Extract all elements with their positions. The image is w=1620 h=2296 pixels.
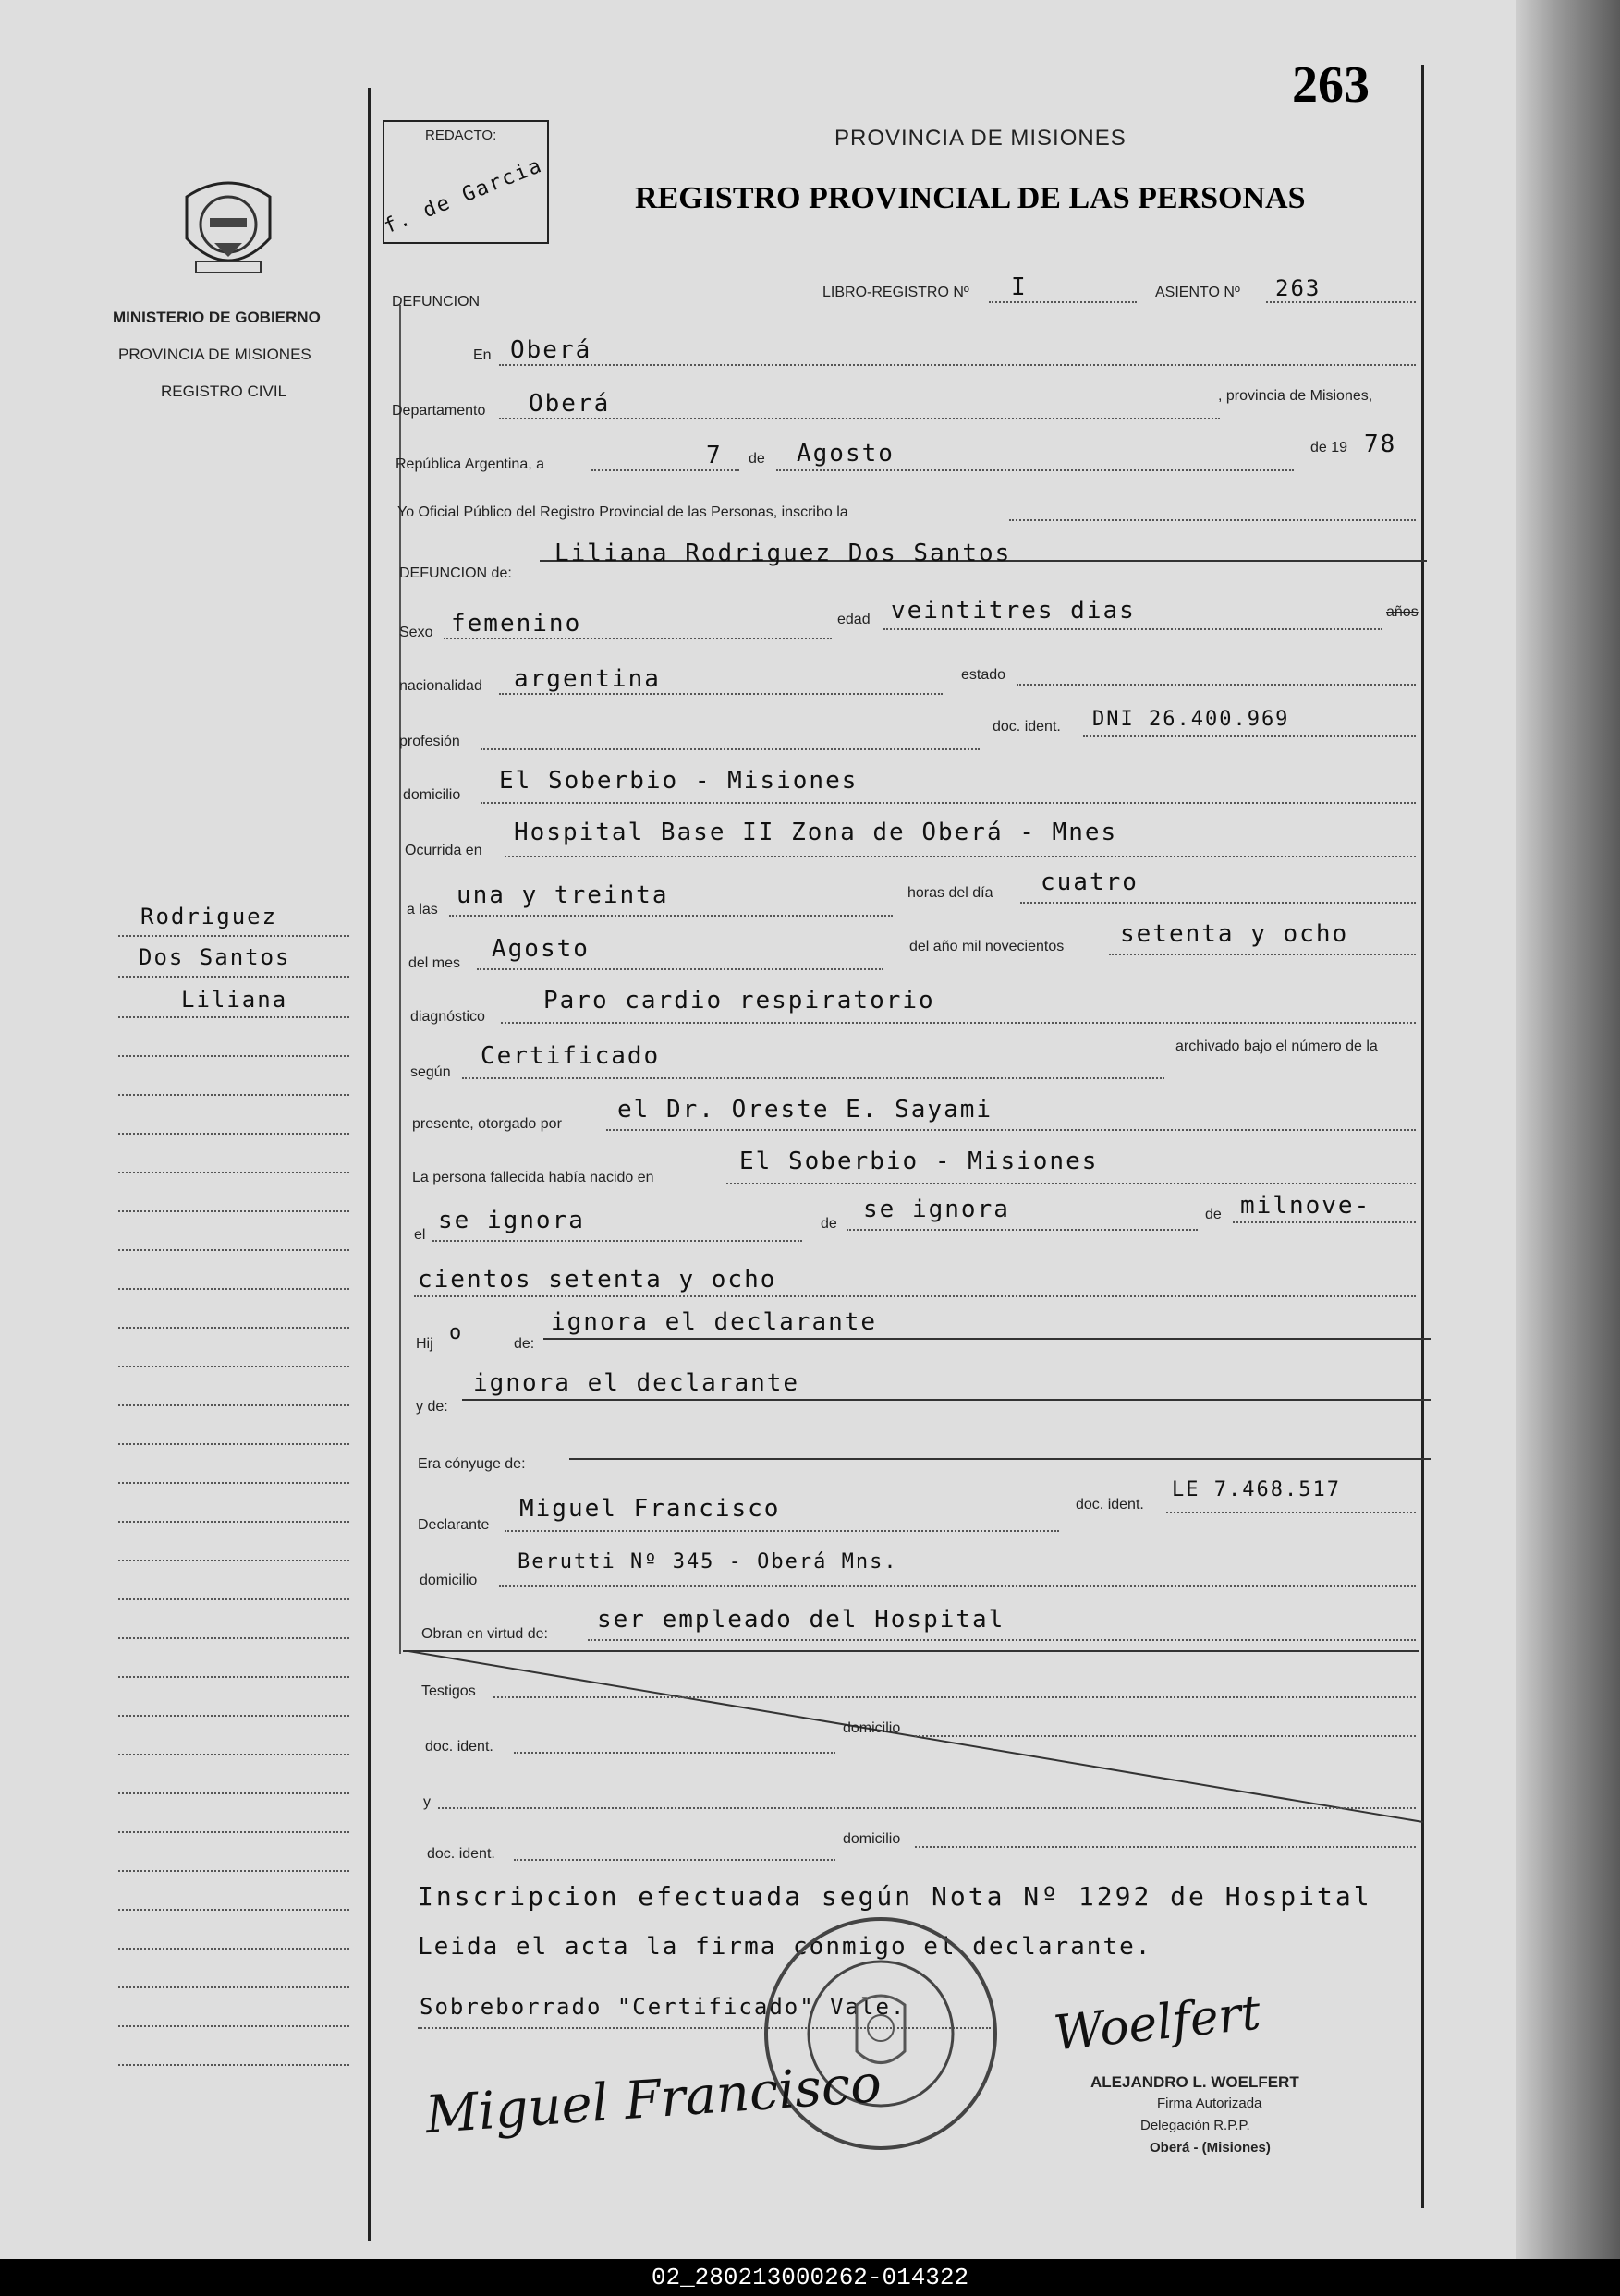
book-spine xyxy=(1516,0,1620,2259)
header-registry: REGISTRO PROVINCIAL DE LAS PERSONAS xyxy=(635,181,1306,215)
estado-label: estado xyxy=(961,667,1006,683)
edad-label: edad xyxy=(837,612,871,627)
declarante-dom-value: Berutti Nº 345 - Oberá Mns. xyxy=(518,1550,898,1573)
de-label: de xyxy=(821,1216,837,1232)
right-margin-rule xyxy=(1421,65,1424,2208)
margin-name-3: Liliana xyxy=(181,987,288,1013)
sexo-label: Sexo xyxy=(399,625,433,640)
delanio-label: del año mil novecientos xyxy=(909,939,1065,954)
nacido-label: La persona fallecida había nacido en xyxy=(412,1170,654,1185)
sexo-value: femenino xyxy=(451,610,582,638)
redacto-value: f. de Garcia xyxy=(380,153,546,239)
defuncion-label: DEFUNCION de: xyxy=(399,565,512,581)
margin-name-2: Dos Santos xyxy=(139,944,291,970)
mes-value: Agosto xyxy=(797,440,895,468)
doc-value: DNI 26.400.969 xyxy=(1092,708,1290,731)
en-label: En xyxy=(473,347,492,363)
de2-label: de 19 xyxy=(1310,440,1348,456)
nacionalidad-value: argentina xyxy=(514,665,661,693)
diagnostico-value: Paro cardio respiratorio xyxy=(543,987,935,1014)
note-line-3: Sobreborrado "Certificado" Vale. xyxy=(420,1994,907,2020)
horas-label: horas del día xyxy=(907,885,993,901)
ocurrida-label: Ocurrida en xyxy=(405,843,482,858)
archivado-label: archivado bajo el número de la xyxy=(1175,1039,1378,1054)
el-value: se ignora xyxy=(438,1207,585,1234)
declarante-doc-value: LE 7.468.517 xyxy=(1172,1478,1341,1501)
hijo-value: o xyxy=(449,1321,464,1344)
doc-label: doc. ident. xyxy=(993,719,1061,735)
note-line-1: Inscripcion efectuada según Nota Nº 1292 de Hospital xyxy=(418,1881,1372,1912)
nacido-value: El Soberbio - Misiones xyxy=(739,1148,1099,1175)
testigo-doc1-label: doc. ident. xyxy=(425,1739,493,1755)
libro-label: LIBRO-REGISTRO Nº xyxy=(822,285,969,300)
left-ministry: MINISTERIO DE GOBIERNO xyxy=(113,309,321,326)
delmes-value: Agosto xyxy=(492,935,590,963)
de-mil-value: milnove- xyxy=(1240,1192,1371,1220)
left-margin-rule xyxy=(368,88,371,2241)
form-type-label: DEFUNCION xyxy=(392,294,481,310)
domicilio-value: El Soberbio - Misiones xyxy=(499,767,859,795)
official-place: Oberá - (Misiones) xyxy=(1150,2140,1271,2156)
delmes-label: del mes xyxy=(408,955,461,971)
delanio-value: setenta y ocho xyxy=(1120,920,1349,948)
left-province: PROVINCIA DE MISIONES xyxy=(118,346,311,363)
hijo-label: Hij xyxy=(416,1336,433,1352)
note-line-2: Leida el acta la firma conmigo el declarante. xyxy=(418,1933,1152,1961)
alas-label: a las xyxy=(407,902,438,917)
testigo-dom1-label: domicilio xyxy=(843,1720,901,1736)
libro-value: I xyxy=(1011,273,1028,301)
margin-name-1: Rodriguez xyxy=(140,904,278,929)
testigo-doc2-label: doc. ident. xyxy=(427,1846,495,1862)
departamento-label: Departamento xyxy=(392,403,486,419)
declarante-signature: Miguel Francisco xyxy=(423,2053,883,2146)
testigos-cross-line xyxy=(403,1650,1423,1826)
testigo-dom2-label: domicilio xyxy=(843,1831,901,1847)
en-value: Oberá xyxy=(510,336,592,364)
yde-value: ignora el declarante xyxy=(473,1369,800,1397)
de1-label: de xyxy=(749,451,765,467)
defuncion-value: Liliana Rodriguez Dos Santos xyxy=(554,540,1012,567)
anios-label: años xyxy=(1386,604,1419,620)
profesion-label: profesión xyxy=(399,734,460,749)
asiento-label: ASIENTO Nº xyxy=(1155,285,1240,300)
left-registry: REGISTRO CIVIL xyxy=(161,383,287,400)
official-delegacion: Delegación R.P.P. xyxy=(1140,2118,1250,2133)
coat-of-arms-icon xyxy=(177,174,279,283)
image-caption: 02_280213000262-014322 xyxy=(0,2259,1620,2296)
de-value: se ignora xyxy=(863,1196,1010,1223)
dia-value: 7 xyxy=(706,442,723,469)
declarante-value: Miguel Francisco xyxy=(519,1495,781,1523)
page-number: 263 xyxy=(1292,56,1370,114)
conyuge-label: Era cónyuge de: xyxy=(418,1456,526,1472)
official-signature: Woelfert xyxy=(1051,1985,1263,2062)
departamento-value: Oberá xyxy=(529,390,611,418)
horas-value: cuatro xyxy=(1041,869,1139,896)
official-name: ALEJANDRO L. WOELFERT xyxy=(1090,2073,1299,2091)
cientos-value: cientos setenta y ocho xyxy=(418,1266,777,1294)
testigos-label: Testigos xyxy=(421,1683,476,1699)
anio-value: 78 xyxy=(1364,431,1397,458)
ocurrida-value: Hospital Base II Zona de Oberá - Mnes xyxy=(514,819,1118,846)
declarante-dom-label: domicilio xyxy=(420,1573,478,1588)
obran-label: Obran en virtud de: xyxy=(421,1626,548,1642)
hijo-de-value: ignora el declarante xyxy=(551,1308,878,1336)
diagnostico-label: diagnóstico xyxy=(410,1009,485,1025)
asiento-value: 263 xyxy=(1275,275,1322,301)
alas-value: una y treinta xyxy=(457,881,669,909)
yde-label: y de: xyxy=(416,1399,448,1415)
segun-label: según xyxy=(410,1064,451,1080)
oficial-text: Yo Oficial Público del Registro Provincial de las Personas, inscribo la xyxy=(397,504,848,520)
republica-label: República Argentina, a xyxy=(396,456,544,472)
declarante-label: Declarante xyxy=(418,1517,490,1533)
domicilio-label: domicilio xyxy=(403,787,461,803)
testigo-y-label: y xyxy=(423,1794,431,1810)
el-label: el xyxy=(414,1227,426,1243)
edad-value: veintitres dias xyxy=(891,597,1136,625)
presente-label: presente, otorgado por xyxy=(412,1116,562,1132)
declarante-doc-label: doc. ident. xyxy=(1076,1497,1144,1512)
redacto-label: REDACTO: xyxy=(425,128,497,143)
de-mil-label: de xyxy=(1205,1207,1222,1222)
hijo-de-label: de: xyxy=(514,1336,535,1352)
obran-value: ser empleado del Hospital xyxy=(597,1606,1005,1634)
nacionalidad-label: nacionalidad xyxy=(399,678,482,694)
provincia-suffix: , provincia de Misiones, xyxy=(1218,388,1373,404)
segun-value: Certificado xyxy=(481,1042,661,1070)
official-title: Firma Autorizada xyxy=(1157,2096,1262,2111)
presente-value: el Dr. Oreste E. Sayami xyxy=(617,1096,993,1124)
header-province: PROVINCIA DE MISIONES xyxy=(834,126,1127,151)
